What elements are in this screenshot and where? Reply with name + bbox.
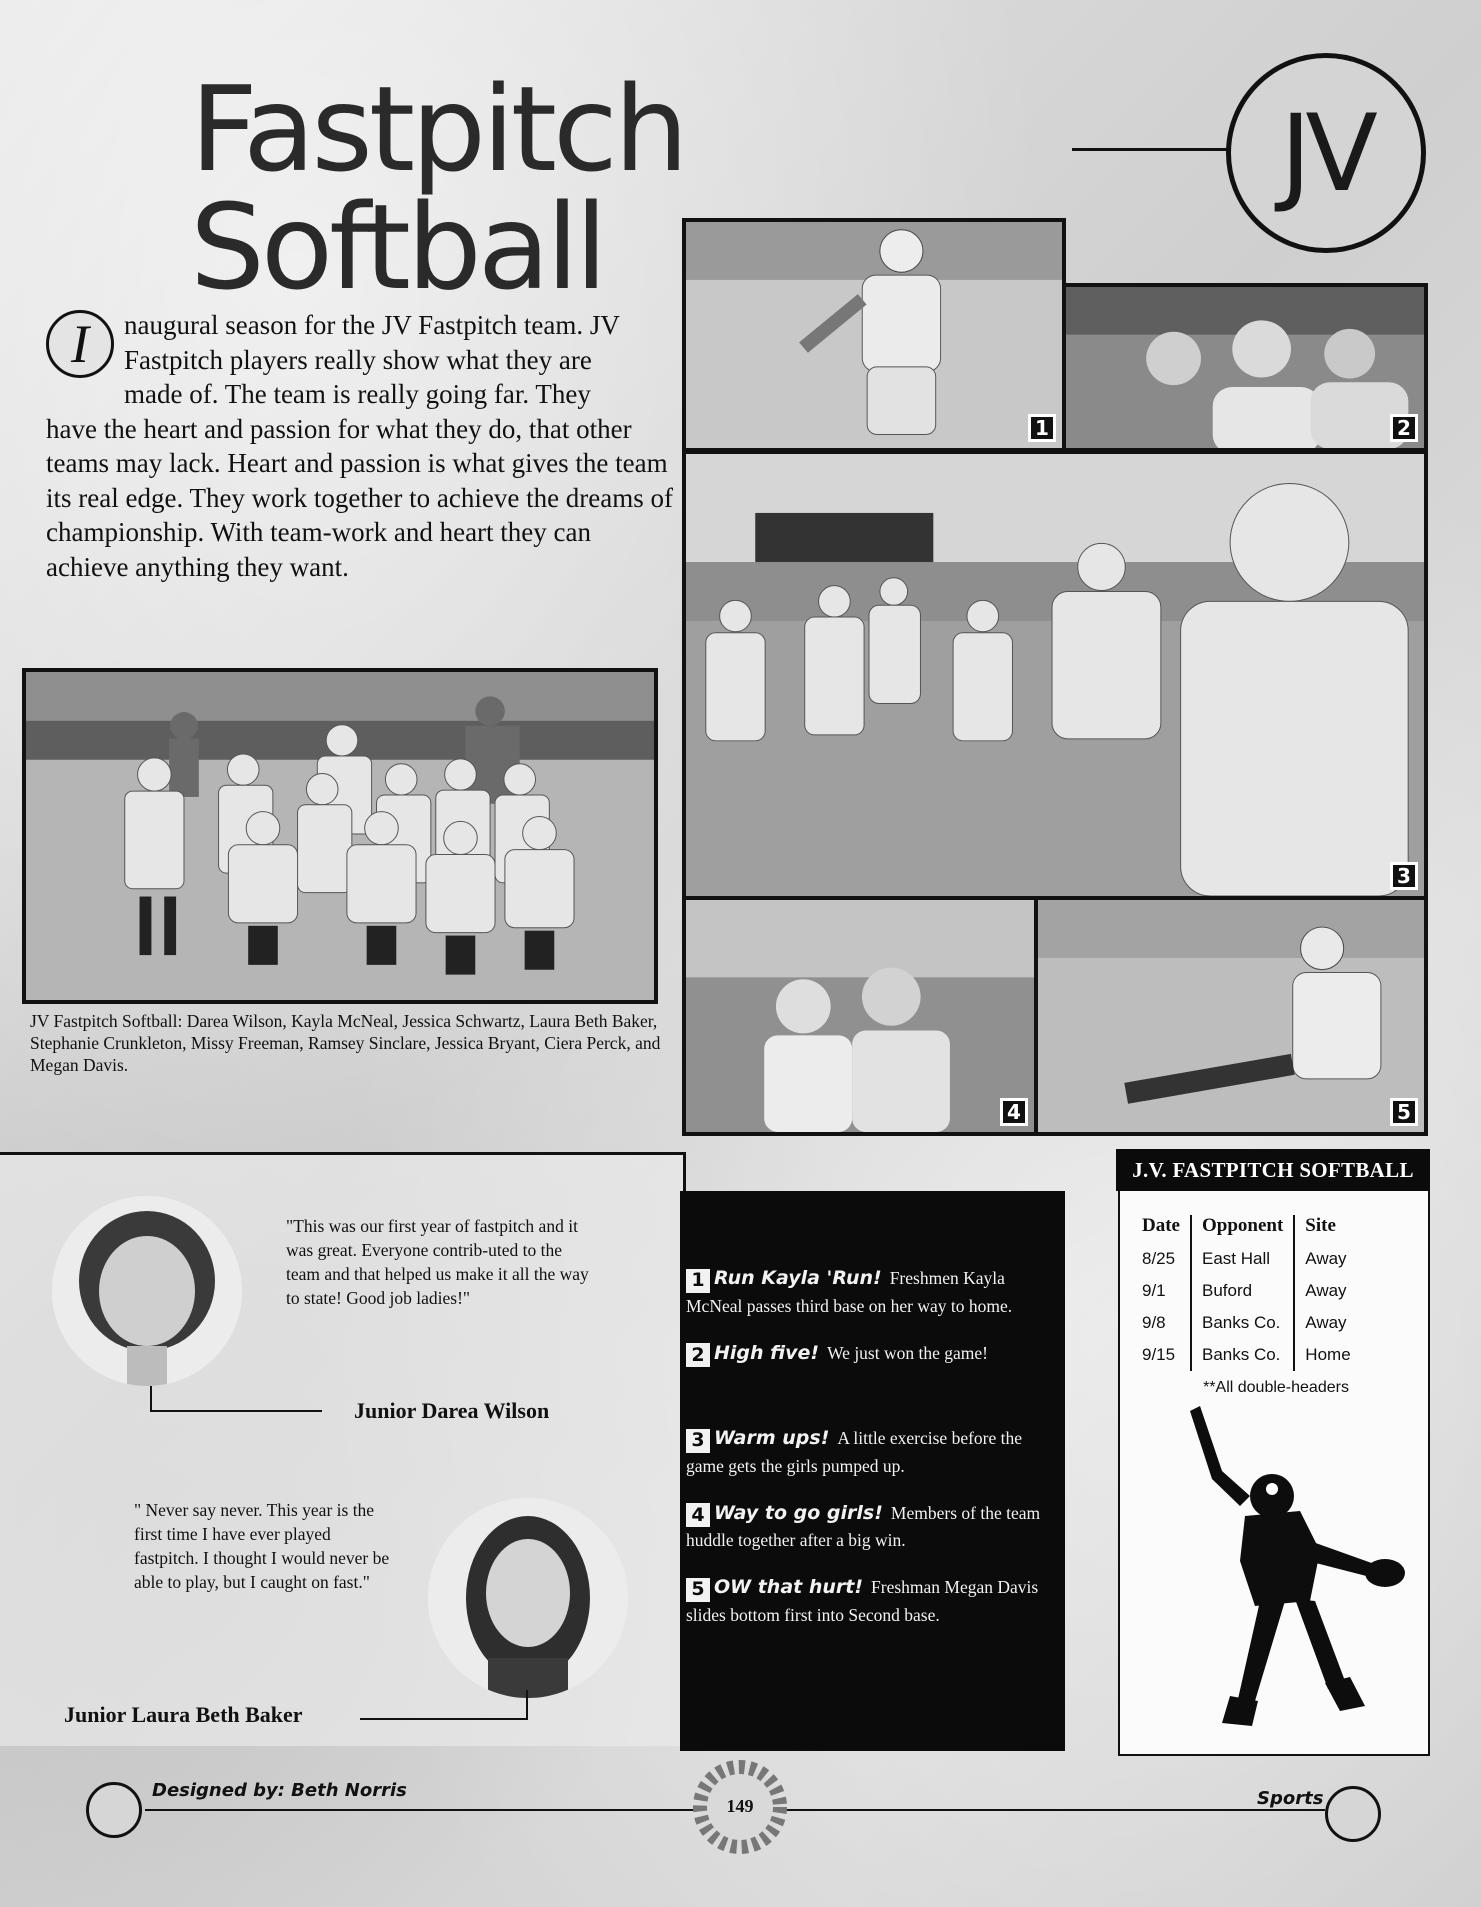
caption-3-heading: Warm ups! (714, 1427, 830, 1449)
schedule-date: 9/15 (1132, 1339, 1191, 1371)
intro-rest: have the heart and passion for what they do, that other teams may lack. Heart and passion is what gives the team its real edge. They work together to achieve the dreams of championship. With team-work and heart they can achieve anything they want. (46, 413, 674, 582)
intro-line-3: made of. The team is really going far. They (124, 379, 591, 409)
photo-2 (1062, 283, 1428, 452)
photo-3-number: 3 (1390, 862, 1418, 890)
schedule-row (1132, 1307, 1361, 1339)
caption-5-heading: OW that hurt! (714, 1576, 864, 1598)
schedule-date: 9/8 (1132, 1307, 1191, 1339)
photo-4-image (686, 900, 1034, 1132)
leader-line-darea (150, 1386, 152, 1412)
caption-5-number: 5 (686, 1578, 710, 1602)
portrait-laura-beth-baker (428, 1498, 628, 1698)
dropcap-letter: I (46, 310, 114, 378)
photo-3-image (686, 454, 1424, 896)
caption-1-heading: Run Kayla 'Run! (714, 1267, 882, 1289)
designer-credit: Designed by: Beth Norris (152, 1780, 407, 1801)
caption-1-number: 1 (686, 1269, 710, 1293)
caption-2-heading: High five! (714, 1341, 820, 1364)
schedule-date: 8/25 (1132, 1243, 1191, 1275)
intro-line-1: naugural season for the JV Fastpitch team. JV (124, 310, 620, 340)
caption-2 (686, 1340, 1051, 1368)
caption-4-number: 4 (686, 1503, 710, 1527)
schedule-site: Away (1305, 1281, 1347, 1300)
schedule-row (1132, 1243, 1361, 1275)
caption-4-text: Members of the team huddle together after a big win. (686, 1502, 1041, 1550)
title-rule (1072, 148, 1232, 151)
footer-left-circle (86, 1782, 142, 1838)
caption-3-text: A little exercise before the game gets the girls pumped up. (686, 1428, 1023, 1476)
schedule-row (1132, 1339, 1361, 1371)
schedule-opponent: Banks Co. (1191, 1307, 1294, 1339)
quote-darea-wilson: "This was our first year of fastpitch and it was great. Everyone contrib-uted to the team and that helped us make it all the way to state! Good job ladies!" (286, 1216, 589, 1308)
portrait-darea-wilson (52, 1196, 242, 1386)
schedule-note: **All double-headers (1203, 1379, 1349, 1396)
caption-3 (686, 1425, 1051, 1480)
caption-1-text: Freshmen Kayla McNeal passes third base on her way to home. (686, 1268, 1013, 1316)
photo-4 (682, 896, 1038, 1136)
team-group-image (26, 672, 654, 1000)
photo-1 (682, 218, 1066, 452)
photo-2-image (1066, 287, 1424, 448)
caption-1 (686, 1265, 1051, 1320)
portrait-darea-wilson-image (52, 1196, 242, 1386)
portrait-laura-beth-baker-image (428, 1498, 628, 1698)
leader-line-laura-h (360, 1718, 528, 1720)
schedule-row (1132, 1275, 1361, 1307)
schedule-site: Away (1305, 1249, 1347, 1268)
schedule-site: Home (1305, 1345, 1351, 1364)
pitcher-silhouette-icon (1160, 1401, 1410, 1746)
photo-4-number: 4 (1000, 1098, 1028, 1126)
schedule-title: J.V. FASTPITCH SOFTBALL (1116, 1149, 1430, 1191)
caption-2-number: 2 (686, 1343, 710, 1367)
leader-line-darea-h (150, 1410, 322, 1412)
caption-5-text: Freshman Megan Davis slides bottom first into Second base. (686, 1577, 1039, 1625)
photo-2-number: 2 (1390, 414, 1418, 442)
jv-badge: JV (1226, 53, 1426, 253)
schedule-site: Away (1305, 1313, 1347, 1332)
schedule-col-site: Site (1305, 1215, 1336, 1236)
caption-4 (686, 1500, 1051, 1555)
caption-5 (686, 1574, 1051, 1629)
footer-right-circle (1325, 1786, 1381, 1842)
photo-5 (1034, 896, 1428, 1136)
photo-5-image (1038, 900, 1424, 1132)
schedule-col-date: Date (1132, 1215, 1191, 1243)
quote-laura-beth-baker: " Never say never. This year is the first time I have ever played fastpitch. I thought I would never be able to play, but I caught on fast." (134, 1500, 390, 1592)
team-group-photo (22, 668, 658, 1004)
name-darea-wilson: Junior Darea Wilson (354, 1398, 550, 1423)
section-label: Sports (1257, 1788, 1324, 1809)
photo-captions-panel (680, 1191, 1065, 1751)
leader-line-laura (526, 1690, 528, 1720)
schedule-opponent: Banks Co. (1191, 1339, 1294, 1371)
group-photo-caption: JV Fastpitch Softball: Darea Wilson, Kayla McNeal, Jessica Schwartz, Laura Beth Baker, Stephanie Crunkleton, Missy Freeman, Ramsey Sinclare, Jessica Bryant, Ciera Perck, and Megan Davis. (30, 1011, 661, 1075)
photo-3 (682, 450, 1428, 900)
photo-1-number: 1 (1028, 414, 1056, 442)
caption-2-text: We just won the game! (827, 1342, 988, 1363)
page-title: Fastpitch Softball (190, 60, 685, 316)
name-laura-beth-baker: Junior Laura Beth Baker (64, 1702, 303, 1727)
schedule-box (1118, 1191, 1430, 1756)
photo-5-number: 5 (1390, 1098, 1418, 1126)
schedule-col-opponent: Opponent (1191, 1215, 1294, 1243)
schedule-opponent: Buford (1191, 1275, 1294, 1307)
caption-4-heading: Way to go girls! (714, 1501, 883, 1524)
intro-line-2: Fastpitch players really show what they are (124, 344, 592, 375)
schedule-opponent: East Hall (1191, 1243, 1294, 1275)
caption-3-number: 3 (686, 1429, 710, 1453)
photo-1-image (686, 222, 1062, 448)
schedule-table (1132, 1215, 1361, 1371)
schedule-date: 9/1 (1132, 1275, 1191, 1307)
schedule-header-row (1132, 1215, 1361, 1243)
page-number: 149 (726, 1796, 754, 1816)
intro-paragraph (46, 308, 676, 584)
